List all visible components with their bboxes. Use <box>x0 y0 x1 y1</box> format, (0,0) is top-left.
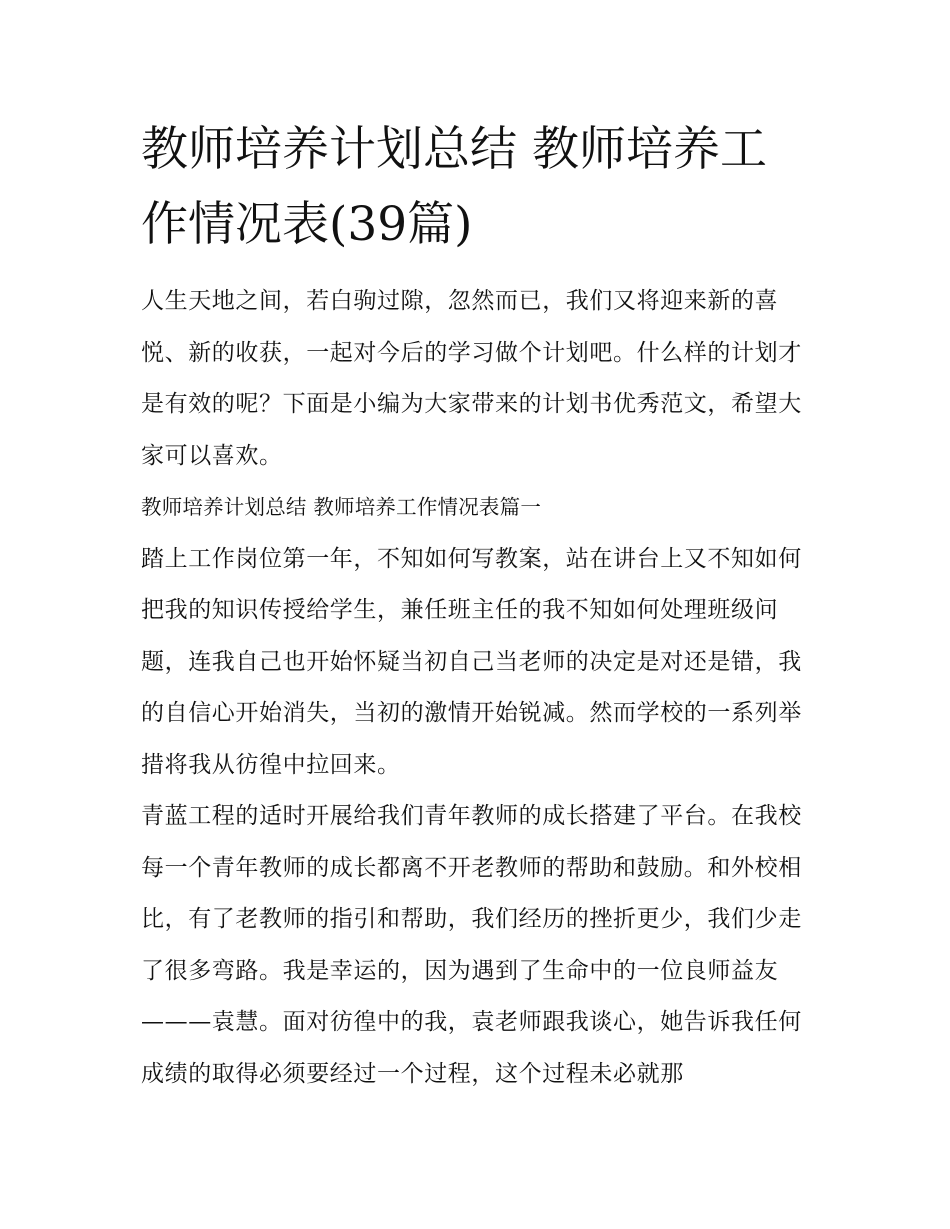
body-paragraph: 青蓝工程的适时开展给我们青年教师的成长搭建了平台。在我校每一个青年教师的成长都离不开老教师的帮助和鼓励。和外校相比，有了老教师的指引和帮助，我们经历的挫折更少，我们少走了很多弯路。我是幸运的，因为遇到了生命中的一位良师益友———袁慧。面对彷徨中的我，袁老师跟我谈心，她告诉我任何成绩的取得必须要经过一个过程，这个过程未必就那 <box>141 803 802 1087</box>
document-body <box>141 112 813 1100</box>
body-paragraph: 踏上工作岗位第一年，不知如何写教案，站在讲台上又不知如何把我的知识传授给学生，兼任班主任的我不知如何处理班级问题，连我自己也开始怀疑当初自己当老师的决定是对还是错，我的自信心开始消失，当初的激情开始锐减。然而学校的一系列举措将我从彷徨中拉回来。 <box>141 545 802 778</box>
section-heading: 教师培养计划总结 教师培养工作情况表篇一 <box>141 495 542 519</box>
intro-paragraph: 人生天地之间，若白驹过隙，忽然而已，我们又将迎来新的喜悦、新的收获，一起对今后的学习做个计划吧。什么样的计划才是有效的呢？下面是小编为大家带来的计划书优秀范文，希望大家可以喜欢。 <box>141 288 802 469</box>
document-title: 教师培养计划总结 教师培养工作情况表(39篇) <box>141 122 767 252</box>
